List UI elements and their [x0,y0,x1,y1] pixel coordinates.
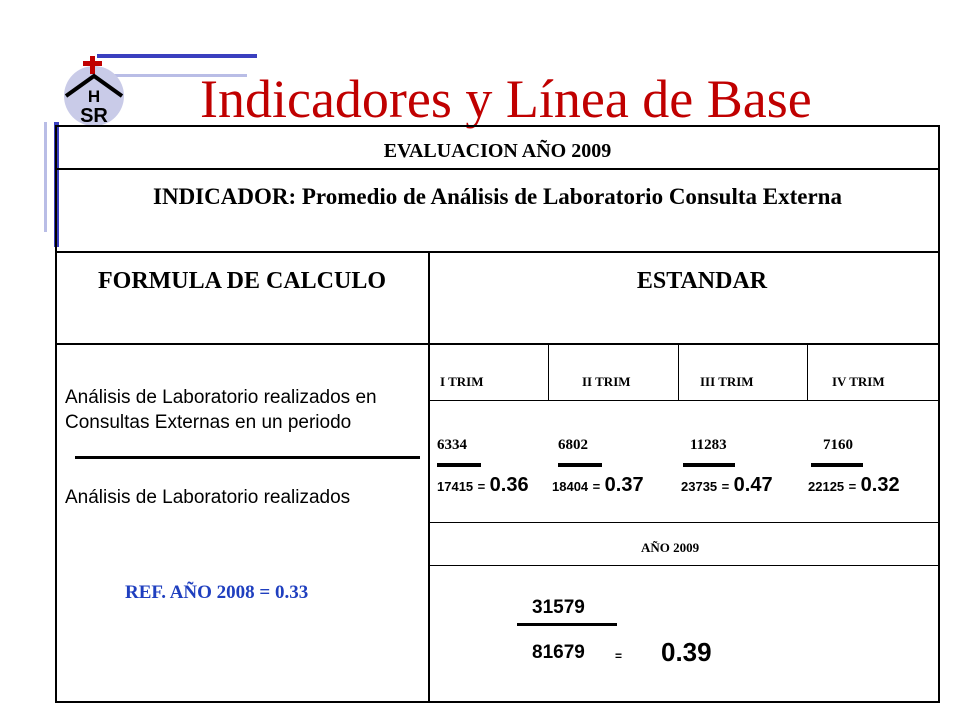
column-header-formula: FORMULA DE CALCULO [97,268,386,294]
quarter-2-denominator: 18404 [552,479,589,494]
reference-value: REF. AÑO 2008 = 0.33 [125,582,309,603]
quarter-2-value: 0.37 [604,474,644,496]
year-label: AÑO 2009 [641,540,700,555]
quarter-label-4: IV TRIM [832,374,885,389]
quarter-4-denominator: 22125 [808,479,845,494]
year-fraction-line [517,623,617,626]
hospital-logo [58,56,130,128]
svg-text:SR: SR [80,105,108,127]
indicator-label: INDICADOR: Promedio de Análisis de Laboratorio Consulta Externa [153,184,842,209]
quarter-1-value: 0.36 [489,474,529,496]
quarter-2-numerator: 6802 [558,437,588,453]
quarter-4-equals: = [848,479,857,494]
year-header-bottom-line [430,565,940,566]
indicator-table [55,125,940,703]
quarter-2-equals: = [592,479,601,494]
quarter-3-fraction-line [683,463,735,467]
year-denominator: 81679 [532,642,585,663]
quarter-3-denominator: 23735 [681,479,718,494]
quarter-header-bottom-line [430,400,940,401]
year-value: 0.39 [661,637,712,667]
quarter-3-numerator: 11283 [690,437,727,453]
quarter-values-bottom-line [430,522,940,523]
evaluation-row [57,127,938,170]
quarter-1-denominator: 17415 [437,479,474,494]
formula-numerator: Análisis de Laboratorio realizados en Consultas Externas en un periodo [65,387,377,433]
quarter-label-1: I TRIM [440,374,484,389]
svg-text:H: H [87,87,101,106]
quarter-header-divider-3 [807,345,808,400]
evaluation-label: EVALUACION AÑO 2009 [383,140,612,162]
quarter-1-numerator: 6334 [437,437,467,453]
column-header-standard: ESTANDAR [636,268,768,294]
year-numerator: 31579 [532,597,585,618]
quarter-1-equals: = [477,479,486,494]
quarter-2-result [552,474,644,497]
quarter-4-numerator: 7160 [823,437,853,453]
quarter-4-value: 0.32 [860,474,900,496]
year-equals: = [615,649,623,663]
formula-denominator: Análisis de Laboratorio realizados [65,487,351,508]
frame-line-left-light [44,122,47,232]
quarter-label-2: II TRIM [582,374,631,389]
indicator-row [57,170,938,253]
quarter-1-result [437,474,529,497]
quarter-3-value: 0.47 [733,474,773,496]
quarter-4-result [808,474,900,497]
page-title: Indicadores y Línea de Base [200,69,812,129]
quarter-header-divider-2 [678,345,679,400]
quarter-1-fraction-line [437,463,481,467]
quarter-4-fraction-line [811,463,863,467]
quarter-header-divider-1 [548,345,549,400]
formula-fraction-line [75,456,420,459]
column-header-row [57,253,938,345]
quarter-label-3: III TRIM [700,374,754,389]
quarter-3-equals: = [721,479,730,494]
column-divider [428,253,430,703]
quarter-3-result [681,474,773,497]
quarter-2-fraction-line [558,463,602,467]
